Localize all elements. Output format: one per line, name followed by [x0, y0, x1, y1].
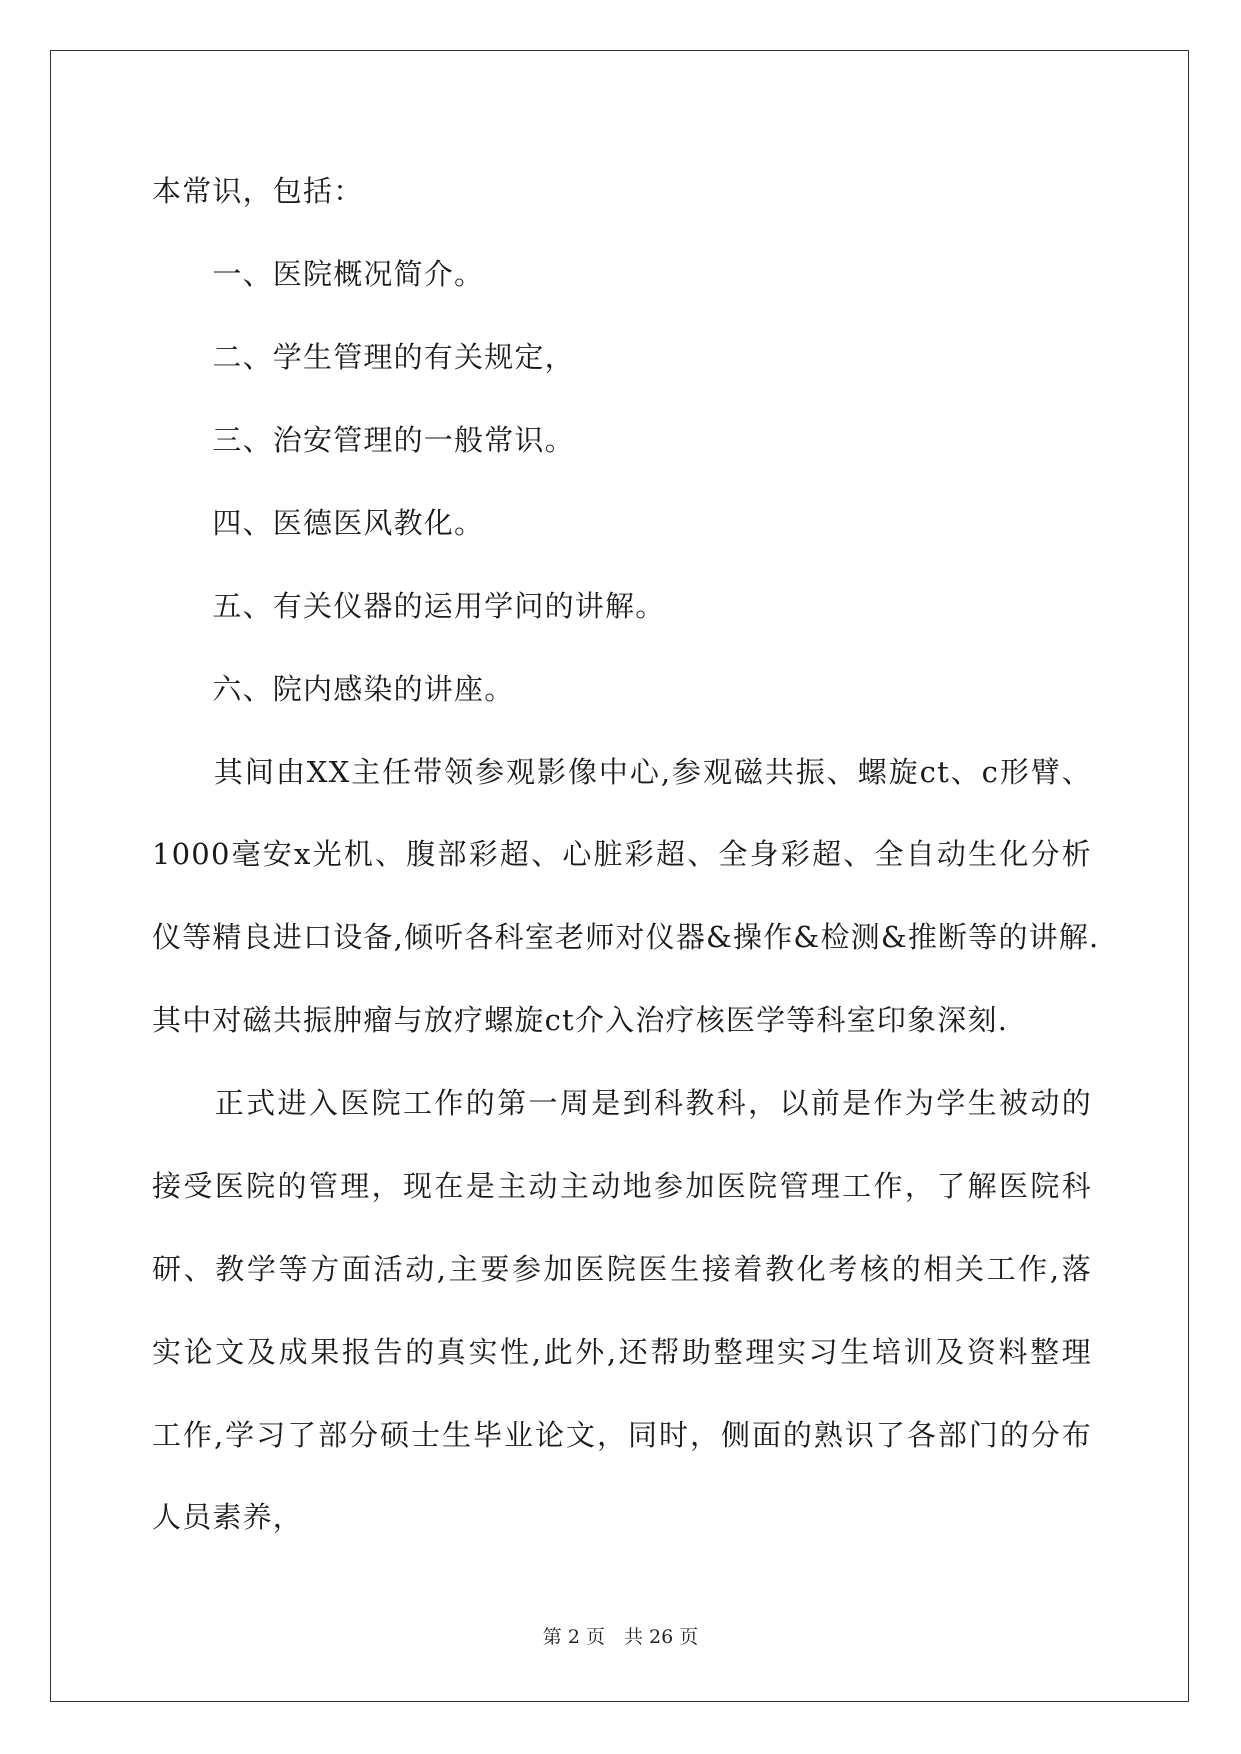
- text-line: 1000毫安x光机、腹部彩超、心脏彩超、全身彩超、全自动生化分析: [152, 837, 1092, 871]
- text-line: 三、治安管理的一般常识。: [152, 423, 575, 457]
- page-number: 第 2 页 共 26 页: [542, 1626, 699, 1648]
- text-line: 本常识，包括：: [152, 174, 364, 208]
- page-border: [50, 50, 1189, 1702]
- text-line: 一、医院概况简介。: [152, 257, 485, 291]
- text-line: 工作,学习了部分硕士生毕业论文，同时，侧面的熟识了各部门的分布: [152, 1418, 1092, 1452]
- text-line: 其间由XX主任带领参观影像中心,参观磁共振、螺旋ct、c形臂、: [152, 755, 1092, 789]
- text-line: 五、有关仪器的运用学问的讲解。: [152, 589, 666, 623]
- text-line: 接受医院的管理，现在是主动主动地参加医院管理工作，了解医院科: [152, 1169, 1092, 1203]
- text-line: 四、医德医风教化。: [152, 506, 485, 540]
- text-line: 人员素养，: [152, 1500, 304, 1534]
- text-line: 二、学生管理的有关规定，: [152, 340, 575, 374]
- text-line: 六、院内感染的讲座。: [152, 672, 515, 706]
- text-line: 研、教学等方面活动,主要参加医院医生接着教化考核的相关工作,落: [152, 1252, 1092, 1286]
- text-line: 实论文及成果报告的真实性,此外,还帮助整理实习生培训及资料整理: [152, 1335, 1092, 1369]
- text-line: 仪等精良进口设备,倾听各科室老师对仪器&操作&检测&推断等的讲解.: [152, 920, 1100, 954]
- text-line: 正式进入医院工作的第一周是到科教科，以前是作为学生被动的: [152, 1086, 1092, 1120]
- text-line: 其中对磁共振肿瘤与放疗螺旋ct介入治疗核医学等科室印象深刻.: [152, 1003, 1009, 1037]
